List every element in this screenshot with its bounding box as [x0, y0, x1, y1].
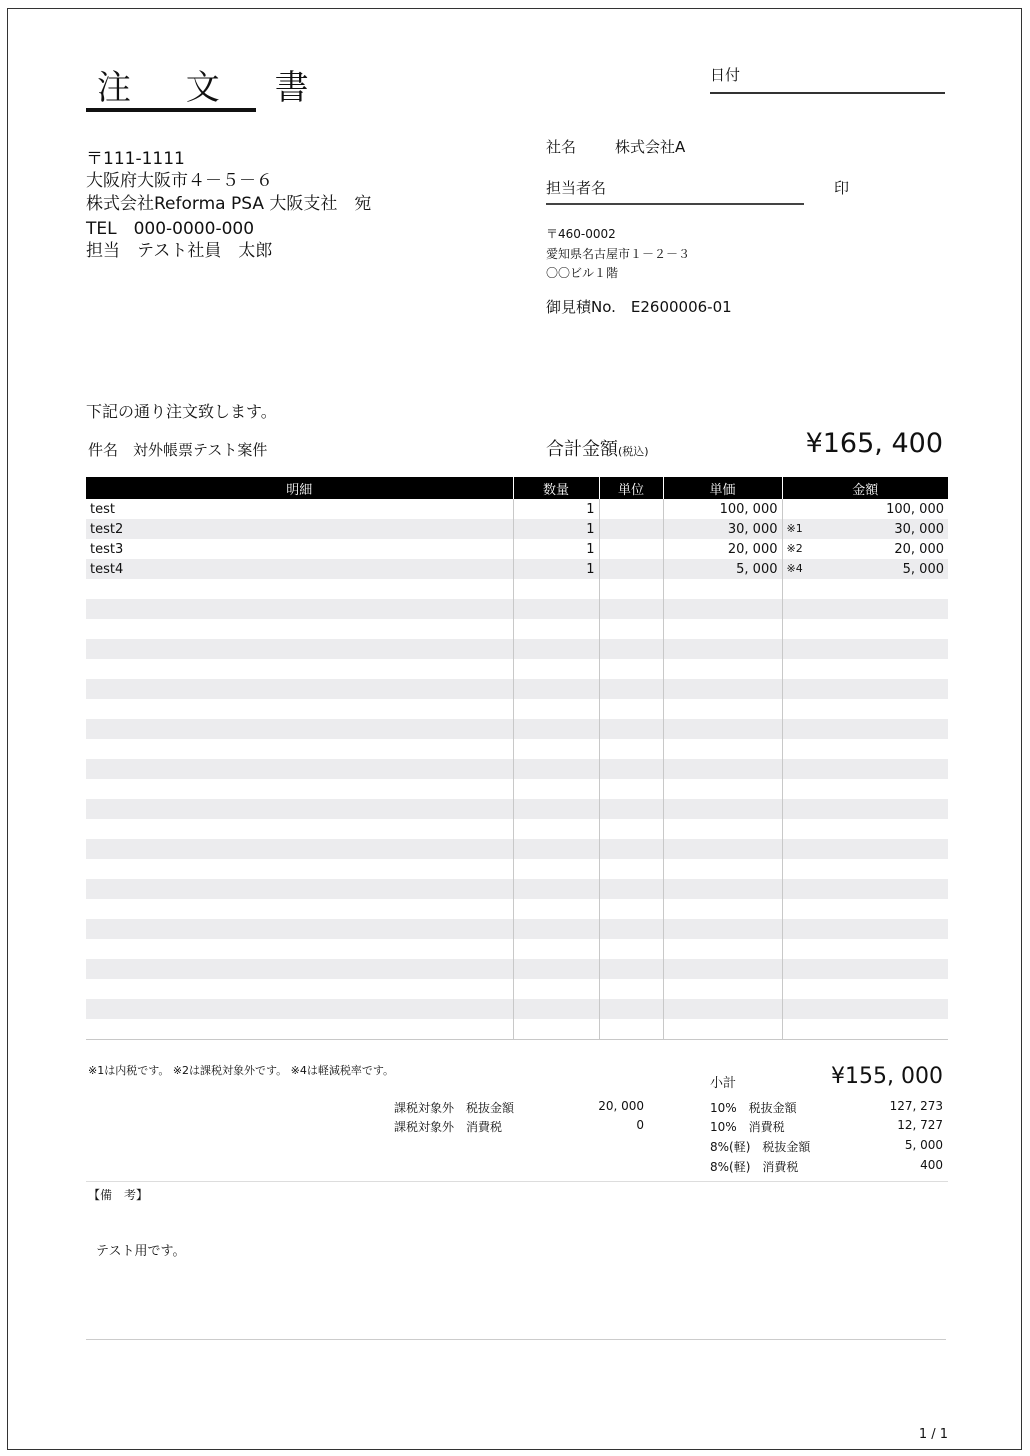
table-row: [86, 979, 948, 999]
cell-item: [86, 679, 513, 699]
cell-amount: [782, 539, 948, 559]
cell-price: [663, 699, 782, 719]
table-row: [86, 659, 948, 679]
cell-price: [663, 819, 782, 839]
cell-unit: [599, 579, 663, 599]
cell-price: [663, 739, 782, 759]
divider: [86, 1181, 948, 1182]
items-table: [86, 477, 948, 1040]
cell-item: [86, 819, 513, 839]
cell-price: [663, 679, 782, 699]
cell-item: test4: [86, 559, 513, 579]
issuer-company-value: 株式会社A: [615, 138, 686, 156]
cell-amount: [782, 779, 948, 799]
tax-value: 400: [920, 1158, 943, 1172]
cell-unit: [599, 939, 663, 959]
tax-value: 127, 273: [889, 1099, 943, 1113]
cell-qty: [513, 799, 599, 819]
recipient-address: 大阪府大阪市４－５－６: [86, 171, 273, 191]
cell-unit: [599, 739, 663, 759]
cell-qty: [513, 719, 599, 739]
cell-price: [663, 759, 782, 779]
cell-unit: [599, 879, 663, 899]
table-row: [86, 819, 948, 839]
table-row: [86, 759, 948, 779]
cell-note-mark: ※4: [786, 562, 803, 575]
table-row: [86, 839, 948, 859]
cell-price: [663, 999, 782, 1019]
cell-qty: 1: [513, 519, 599, 539]
issuer-address1: 愛知県名古屋市１－２－３: [546, 247, 691, 261]
cell-price: [663, 1019, 782, 1040]
date-field-line: [710, 92, 945, 94]
table-row: [86, 519, 948, 539]
cell-item: [86, 979, 513, 999]
cell-unit: [599, 699, 663, 719]
cell-qty: [513, 639, 599, 659]
cell-item: test: [90, 501, 115, 517]
exempt-value: 20, 000: [598, 1099, 644, 1113]
cell-item: [86, 719, 513, 739]
cell-amount-value: 100, 000: [886, 501, 944, 517]
cell-amount: [782, 839, 948, 859]
cell-qty: [513, 819, 599, 839]
total-label: [546, 435, 649, 461]
cell-qty: [513, 919, 599, 939]
cell-qty: [513, 899, 599, 919]
cell-qty: [513, 839, 599, 859]
footnote: ※1は内税です。 ※2は課税対象外です。 ※4は軽減税率です。: [88, 1064, 394, 1077]
cell-unit: [599, 599, 663, 619]
cell-qty: [513, 779, 599, 799]
cell-unit: [599, 499, 663, 519]
remarks-label: 【備 考】: [88, 1188, 149, 1202]
cell-unit: [599, 899, 663, 919]
header-amount: 金額: [782, 477, 948, 499]
cell-amount: [782, 939, 948, 959]
table-row: [86, 719, 948, 739]
table-row: [86, 539, 948, 559]
cell-amount: [782, 979, 948, 999]
cell-amount: [782, 759, 948, 779]
tax-value: 12, 727: [897, 1118, 943, 1132]
cell-price: [663, 899, 782, 919]
cell-price: [663, 879, 782, 899]
cell-price: [663, 859, 782, 879]
cell-qty: [513, 699, 599, 719]
cell-item: [86, 1019, 513, 1040]
cell-note-mark: ※2: [786, 542, 803, 555]
table-row: [86, 639, 948, 659]
cell-unit: [599, 1019, 663, 1040]
cell-qty: [513, 739, 599, 759]
cell-unit: [599, 799, 663, 819]
cell-qty: [513, 859, 599, 879]
cell-amount: [782, 899, 948, 919]
issuer-contact-line: [546, 203, 804, 205]
seal-label: 印: [834, 179, 850, 197]
cell-unit: [599, 519, 663, 539]
subtotal-label: 小計: [710, 1076, 737, 1091]
header-item: 明細: [86, 477, 513, 499]
total-label-text: 合計金額: [546, 439, 618, 460]
quote-number: 御見積No. E2600006-01: [546, 298, 732, 316]
cell-price: [663, 659, 782, 679]
subtotal-value: ¥155, 000: [831, 1064, 943, 1089]
cell-price: [663, 939, 782, 959]
cell-unit: [599, 999, 663, 1019]
table-row: [86, 679, 948, 699]
remarks-text: テスト用です。: [96, 1244, 186, 1259]
table-row: [86, 559, 948, 579]
cell-unit: [599, 779, 663, 799]
cell-amount: [782, 599, 948, 619]
cell-qty: [513, 959, 599, 979]
cell-item: [86, 759, 513, 779]
cell-qty: [513, 939, 599, 959]
cell-item: [86, 619, 513, 639]
cell-amount-value: 5, 000: [902, 561, 944, 577]
cell-amount: [782, 799, 948, 819]
document-title: 注 文 書: [97, 68, 331, 108]
subject: 件名 対外帳票テスト案件: [88, 441, 268, 459]
cell-unit: [599, 859, 663, 879]
cell-amount: [782, 919, 948, 939]
cell-amount: [782, 1019, 948, 1040]
cell-item: [86, 779, 513, 799]
cell-item: [86, 739, 513, 759]
cell-item: [86, 599, 513, 619]
cell-amount: [782, 719, 948, 739]
issuer-postal: 〒460-0002: [546, 227, 616, 241]
intro-text: 下記の通り注文致します。: [86, 402, 277, 421]
cell-qty: [513, 999, 599, 1019]
cell-amount: [782, 639, 948, 659]
cell-amount: [782, 619, 948, 639]
cell-amount: [782, 679, 948, 699]
cell-price: [663, 839, 782, 859]
cell-item: [86, 999, 513, 1019]
cell-item: [86, 919, 513, 939]
cell-unit: [599, 979, 663, 999]
total-amount: ¥165, 400: [805, 428, 943, 459]
cell-price: 20, 000: [663, 539, 782, 559]
cell-qty: 1: [513, 499, 599, 519]
cell-price: [663, 919, 782, 939]
table-header-row: [86, 477, 948, 499]
cell-unit: [599, 819, 663, 839]
table-row: [86, 619, 948, 639]
table-row: [86, 599, 948, 619]
cell-qty: [513, 679, 599, 699]
cell-price: [663, 979, 782, 999]
cell-item: [86, 579, 513, 599]
cell-unit: [599, 759, 663, 779]
cell-unit: [599, 679, 663, 699]
cell-qty: [513, 979, 599, 999]
cell-qty: [513, 879, 599, 899]
table-row: [86, 859, 948, 879]
exempt-label: 課税対象外 税抜金額: [394, 1101, 515, 1115]
tax-label: 10% 税抜金額: [710, 1101, 797, 1115]
exempt-value: 0: [636, 1118, 644, 1132]
table-row: [86, 939, 948, 959]
header-qty: 数量: [513, 477, 599, 499]
issuer-address2: 〇〇ビル１階: [546, 266, 619, 280]
cell-price: [663, 619, 782, 639]
title-underline: [86, 108, 256, 112]
cell-unit: [599, 539, 663, 559]
recipient-person: 担当 テスト社員 太郎: [86, 241, 273, 261]
divider: [86, 1339, 946, 1340]
cell-price: 100, 000: [663, 499, 782, 519]
cell-item: [86, 799, 513, 819]
cell-amount: [782, 739, 948, 759]
cell-price: [663, 719, 782, 739]
cell-unit: [599, 919, 663, 939]
recipient-postal: 〒111-1111: [86, 149, 185, 169]
cell-qty: [513, 759, 599, 779]
cell-item: [86, 839, 513, 859]
cell-unit: [599, 659, 663, 679]
cell-price: 30, 000: [663, 519, 782, 539]
table-row: [86, 879, 948, 899]
table-row: [86, 579, 948, 599]
cell-note-mark: ※1: [786, 522, 803, 535]
tax-label: 8%(軽) 消費税: [710, 1160, 799, 1174]
cell-unit: [599, 639, 663, 659]
cell-item: test2: [86, 519, 513, 539]
table-row: [86, 919, 948, 939]
cell-unit: [599, 959, 663, 979]
table-row: [86, 959, 948, 979]
cell-amount: [782, 659, 948, 679]
recipient-company: 株式会社Reforma PSA 大阪支社 宛: [86, 194, 372, 214]
table-row: [86, 739, 948, 759]
header-price: 単価: [663, 477, 782, 499]
cell-qty: [513, 659, 599, 679]
cell-amount: [782, 999, 948, 1019]
header-unit: 単位: [599, 477, 663, 499]
table-row: [86, 699, 948, 719]
cell-price: [663, 639, 782, 659]
issuer-company-label: 社名: [546, 138, 577, 156]
table-row: [86, 779, 948, 799]
table-row: [86, 999, 948, 1019]
cell-amount: [782, 519, 948, 539]
cell-item: [86, 859, 513, 879]
cell-amount: [782, 859, 948, 879]
tax-label: 10% 消費税: [710, 1120, 785, 1134]
cell-price: [663, 599, 782, 619]
cell-item: [86, 659, 513, 679]
cell-price: [663, 779, 782, 799]
cell-amount: [782, 959, 948, 979]
cell-amount: [782, 819, 948, 839]
date-label: 日付: [710, 66, 741, 84]
issuer-contact-label: 担当者名: [546, 179, 607, 197]
cell-item: [86, 639, 513, 659]
cell-unit: [599, 559, 663, 579]
total-tax-note: (税込): [618, 445, 649, 458]
cell-amount-value: 20, 000: [894, 541, 944, 557]
cell-qty: [513, 1019, 599, 1040]
exempt-label: 課税対象外 消費税: [394, 1120, 503, 1134]
cell-amount: [782, 579, 948, 599]
cell-price: [663, 959, 782, 979]
cell-item: [86, 899, 513, 919]
tax-label: 8%(軽) 税抜金額: [710, 1140, 811, 1154]
cell-unit: [599, 719, 663, 739]
cell-item: [86, 959, 513, 979]
table-row: [86, 499, 948, 519]
cell-amount: [782, 879, 948, 899]
table-row: [86, 899, 948, 919]
cell-qty: [513, 599, 599, 619]
cell-item: test3: [90, 541, 124, 557]
cell-price: [663, 579, 782, 599]
table-row: [86, 799, 948, 819]
cell-qty: [513, 619, 599, 639]
cell-item: [86, 879, 513, 899]
cell-price: [663, 799, 782, 819]
tax-value: 5, 000: [904, 1138, 943, 1152]
cell-qty: 1: [513, 559, 599, 579]
cell-price: 5, 000: [663, 559, 782, 579]
cell-item: [86, 699, 513, 719]
cell-amount-value: 30, 000: [894, 521, 944, 537]
page-number: 1 / 1: [918, 1427, 948, 1442]
cell-qty: [513, 579, 599, 599]
table-row: [86, 1019, 948, 1040]
cell-amount: [782, 499, 948, 519]
cell-amount: [782, 699, 948, 719]
cell-item: [86, 939, 513, 959]
cell-unit: [599, 619, 663, 639]
cell-unit: [599, 839, 663, 859]
recipient-tel: TEL 000-0000-000: [86, 219, 255, 239]
cell-qty: 1: [513, 539, 599, 559]
cell-amount: [782, 559, 948, 579]
